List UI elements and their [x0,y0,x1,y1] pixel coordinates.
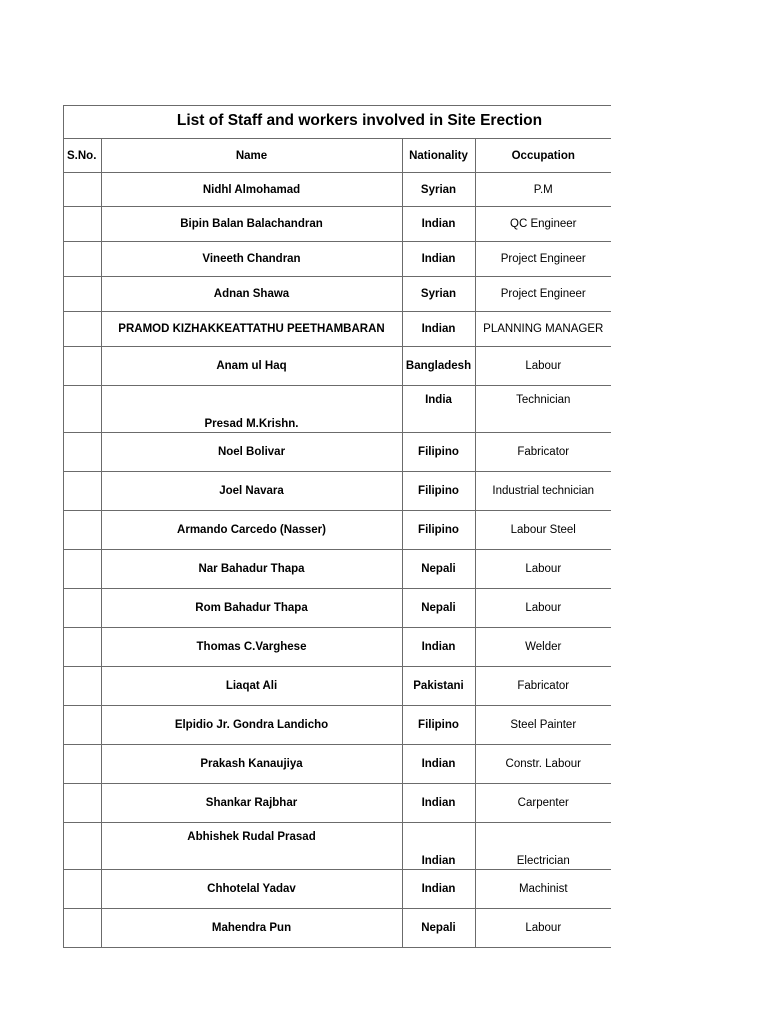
row-occupation: Project Engineer [475,242,611,277]
table-row [64,511,611,550]
row-nationality: Indian [402,628,475,667]
row-sno [64,706,101,745]
row-nationality: Indian [402,870,475,909]
table-row [64,207,611,242]
table-row [64,870,611,909]
row-occupation: Labour [475,909,611,948]
row-sno [64,511,101,550]
row-occupation: Project Engineer [475,277,611,312]
row-name: Mahendra Pun [101,909,402,948]
row-sno [64,173,101,207]
row-name: Bipin Balan Balachandran [101,207,402,242]
table-row [64,706,611,745]
row-sno [64,312,101,347]
row-sno [64,242,101,277]
row-sno [64,550,101,589]
header-row [64,139,611,173]
row-sno [64,207,101,242]
row-name: Chhotelal Yadav [101,870,402,909]
row-name: Liaqat Ali [101,667,402,706]
table-row [64,628,611,667]
row-name: Adnan Shawa [101,277,402,312]
table-row [64,347,611,386]
row-name: Nar Bahadur Thapa [101,550,402,589]
row-sno [64,667,101,706]
row-name: Presad M.Krishn. [101,386,402,433]
row-name: Anam ul Haq [101,347,402,386]
table-row [64,173,611,207]
header-nationality: Nationality [402,139,475,173]
row-occupation: Welder [475,628,611,667]
row-name: Nidhl Almohamad [101,173,402,207]
header-sno: S.No. [64,139,101,173]
row-sno [64,472,101,511]
row-occupation: Machinist [475,870,611,909]
row-occupation: Fabricator [475,433,611,472]
row-nationality: Syrian [402,173,475,207]
row-sno [64,386,101,433]
row-occupation: Steel Painter [475,706,611,745]
row-occupation: Industrial technician [475,472,611,511]
row-sno [64,433,101,472]
row-nationality: Indian [402,784,475,823]
row-nationality: Nepali [402,550,475,589]
row-sno [64,909,101,948]
table-row [64,433,611,472]
row-sno [64,823,101,870]
row-nationality: Indian [402,312,475,347]
table-row [64,277,611,312]
row-name: Shankar Rajbhar [101,784,402,823]
row-occupation: Constr. Labour [475,745,611,784]
row-occupation: Carpenter [475,784,611,823]
table-row [64,589,611,628]
table-row [64,386,611,433]
row-occupation: Fabricator [475,667,611,706]
row-name: Armando Carcedo (Nasser) [101,511,402,550]
row-name: Prakash Kanaujiya [101,745,402,784]
row-name: Noel Bolivar [101,433,402,472]
table-row [64,784,611,823]
row-nationality: Indian [402,745,475,784]
table-row [64,909,611,948]
row-name: Rom Bahadur Thapa [101,589,402,628]
row-occupation: QC Engineer [475,207,611,242]
table-row [64,242,611,277]
row-nationality: Indian [402,242,475,277]
row-occupation: Labour [475,550,611,589]
header-name: Name [101,139,402,173]
row-sno [64,589,101,628]
row-sno [64,628,101,667]
row-name: Thomas C.Varghese [101,628,402,667]
staff-table [64,139,611,948]
row-sno [64,870,101,909]
table-row [64,550,611,589]
row-sno [64,347,101,386]
table-row [64,823,611,870]
table-row [64,312,611,347]
row-sno [64,277,101,312]
row-name: Joel Navara [101,472,402,511]
row-name: Vineeth Chandran [101,242,402,277]
table-row [64,745,611,784]
row-sno [64,745,101,784]
row-nationality: Filipino [402,433,475,472]
row-occupation: Electrician [475,823,611,870]
row-nationality: Filipino [402,511,475,550]
row-occupation: Labour [475,589,611,628]
row-sno [64,784,101,823]
header-occupation: Occupation [475,139,611,173]
row-nationality: India [402,386,475,433]
row-occupation: Labour Steel [475,511,611,550]
row-name: Abhishek Rudal Prasad [101,823,402,870]
row-nationality: Bangladesh [402,347,475,386]
row-name: PRAMOD KIZHAKKEATTATHU PEETHAMBARAN [101,312,402,347]
row-occupation: PLANNING MANAGER [475,312,611,347]
table-row [64,472,611,511]
row-nationality: Indian [402,823,475,870]
row-nationality: Syrian [402,277,475,312]
row-nationality: Pakistani [402,667,475,706]
row-occupation: P.M [475,173,611,207]
row-occupation: Labour [475,347,611,386]
sheet-title: List of Staff and workers involved in Site Erection [176,112,543,129]
title-row [64,106,611,139]
row-nationality: Filipino [402,472,475,511]
row-name: Elpidio Jr. Gondra Landicho [101,706,402,745]
row-occupation: Technician [475,386,611,433]
row-nationality: Nepali [402,589,475,628]
row-nationality: Indian [402,207,475,242]
staff-list-sheet [63,105,611,948]
row-nationality: Filipino [402,706,475,745]
row-nationality: Nepali [402,909,475,948]
table-row [64,667,611,706]
